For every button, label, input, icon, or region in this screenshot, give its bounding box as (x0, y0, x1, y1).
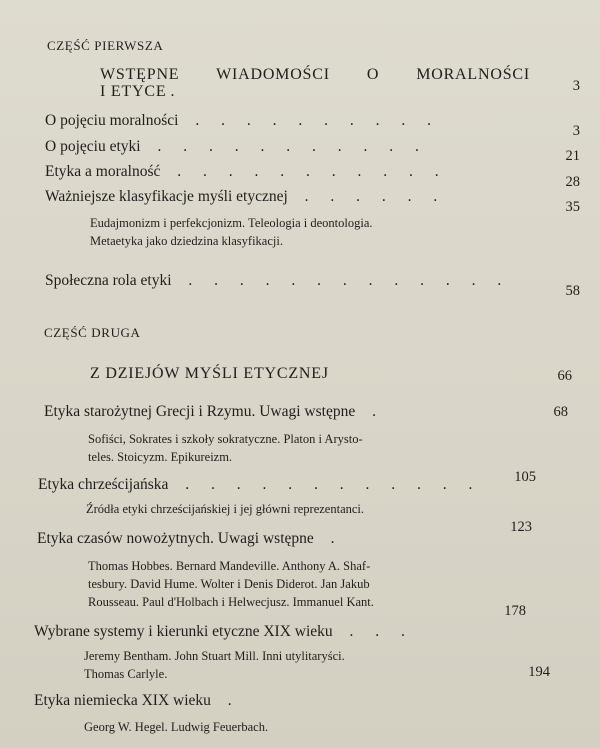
toc-entry: Etyka starożytnej Grecji i Rzymu. Uwagi wstępne . (44, 403, 385, 420)
part2-title-page: 66 (557, 368, 572, 384)
part1-title-line2: I ETYCE . (100, 83, 184, 100)
part2-label: CZĘŚĆ DRUGA (44, 325, 141, 340)
toc-entry: Etyka a moralność . . . . . . . . . . . (45, 163, 448, 180)
toc-entry: Etyka niemiecka XIX wieku . (34, 692, 241, 709)
toc-entry-subtopics: tesbury. David Hume. Wolter i Denis Diderot. Jan Jakub (88, 577, 370, 591)
toc-entry-page: 178 (504, 603, 526, 619)
toc-entry-page: 21 (565, 148, 580, 164)
toc-entry: Ważniejsze klasyfikacje myśli etycznej . . . . . . (45, 188, 447, 205)
toc-entry-subtopics: Sofiści, Sokrates i szkoły sokratyczne. Platon i Arysto- (88, 432, 363, 446)
toc-entry: Etyka chrześcijańska . . . . . . . . . . . . (38, 476, 482, 493)
toc-entry-page: 68 (553, 404, 568, 420)
toc-entry-subtopics: Źródła etyki chrześcijańskiej i jej główni reprezentanci. (86, 502, 365, 516)
toc-entry: O pojęciu moralności . . . . . . . . . . (45, 112, 440, 129)
part2-title: Z DZIEJÓW MYŚLI ETYCZNEJ (90, 365, 329, 382)
toc-entry: O pojęciu etyki . . . . . . . . . . . (45, 138, 428, 155)
toc-entry-page: 194 (528, 664, 550, 680)
toc-entry-page: 123 (510, 519, 532, 535)
part1-title-page: 3 (572, 78, 580, 94)
toc-entry-page: 58 (565, 283, 580, 299)
toc-entry-page: 105 (514, 469, 536, 485)
toc-entry: Etyka czasów nowożytnych. Uwagi wstępne . (37, 530, 344, 547)
toc-entry-subtopics: Metaetyka jako dziedzina klasyfikacji. (90, 234, 283, 248)
toc-entry-subtopics: Thomas Hobbes. Bernard Mandeville. Anthony A. Shaf- (88, 559, 371, 573)
toc-entry-subtopics: Thomas Carlyle. (84, 667, 168, 681)
toc-entry: Wybrane systemy i kierunki etyczne XIX wieku . . . (34, 623, 414, 640)
toc-entry-subtopics: teles. Stoicyzm. Epikureizm. (88, 450, 233, 464)
toc-entry-subtopics: Georg W. Hegel. Ludwig Feuerbach. (84, 720, 269, 734)
toc-entry-page: 35 (565, 199, 580, 215)
toc-entry-subtopics: Rousseau. Paul d'Holbach i Helwecjusz. Immanuel Kant. (88, 595, 374, 609)
part1-label: CZĘŚĆ PIERWSZA (47, 38, 164, 53)
toc-entry: Społeczna rola etyki . . . . . . . . . . . . . (45, 272, 511, 289)
toc-entry-page: 28 (565, 174, 580, 190)
toc-entry-subtopics: Jeremy Bentham. John Stuart Mill. Inni utylitaryści. (84, 649, 345, 663)
toc-entry-subtopics: Eudajmonizm i perfekcjonizm. Teleologia i deontologia. (90, 216, 373, 230)
toc-entry-page: 3 (572, 123, 580, 139)
part1-title-line1: WSTĘPNE WIADOMOŚCI O MORALNOŚCI (100, 66, 530, 83)
